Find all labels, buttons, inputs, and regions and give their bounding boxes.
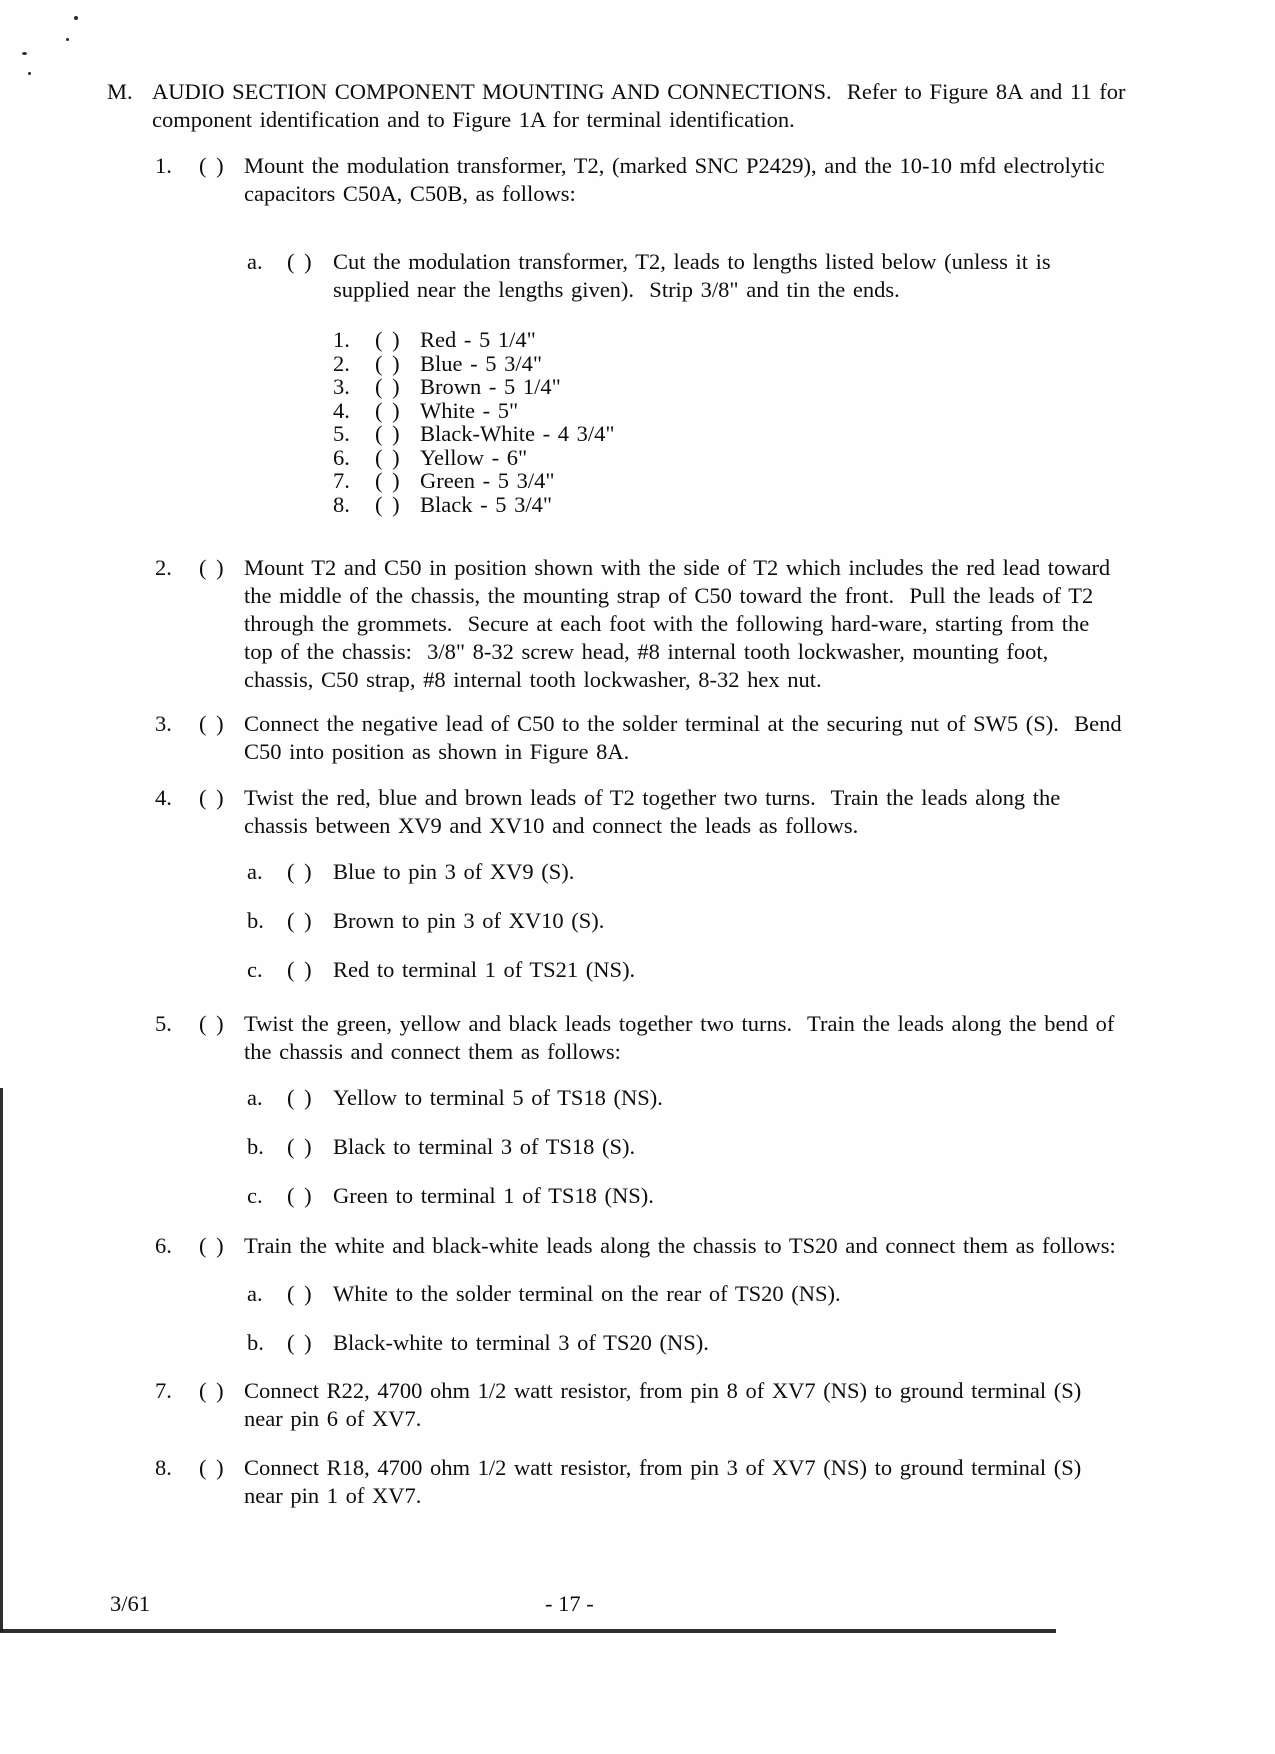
checkbox-printed: ( ) bbox=[287, 908, 314, 933]
section-heading bbox=[107, 78, 1275, 134]
step-6 bbox=[155, 1232, 1275, 1260]
wire-item-text: Yellow - 6" bbox=[420, 444, 528, 470]
substep-text: White to the solder terminal on the rear of TS20 (NS). bbox=[333, 1281, 841, 1306]
checkbox-printed: ( ) bbox=[199, 153, 226, 178]
checkbox-printed: ( ) bbox=[287, 249, 314, 274]
checkbox-printed: ( ) bbox=[287, 1281, 314, 1306]
step-number: 3. bbox=[155, 711, 172, 736]
substep-text: Green to terminal 1 of TS18 (NS). bbox=[333, 1183, 654, 1208]
substep-letter: b. bbox=[247, 908, 264, 933]
checkbox-printed: ( ) bbox=[375, 421, 402, 446]
step-2 bbox=[155, 554, 1275, 694]
wire-item-text: Green - 5 3/4" bbox=[420, 468, 555, 493]
checkbox-printed: ( ) bbox=[375, 397, 402, 423]
checkbox-printed: ( ) bbox=[375, 491, 402, 517]
step-number: 1. bbox=[155, 153, 172, 178]
substep-4a bbox=[247, 858, 1275, 886]
wire-list-item bbox=[333, 469, 1275, 493]
instruction-steps bbox=[155, 152, 1275, 1510]
wire-list-item bbox=[333, 352, 1275, 376]
substep-5b bbox=[247, 1133, 1275, 1161]
checkbox-printed: ( ) bbox=[287, 1330, 314, 1355]
section-title: AUDIO SECTION COMPONENT MOUNTING AND CONNECTIONS. Refer to Figure 8A and 11 for component identification and to Figure 1A for terminal identification. bbox=[152, 79, 1134, 132]
checkbox-printed: ( ) bbox=[199, 1378, 226, 1403]
step-number: 4. bbox=[155, 785, 172, 810]
wire-item-number: 1. bbox=[333, 327, 350, 352]
substep-letter: b. bbox=[247, 1330, 264, 1355]
step-3 bbox=[155, 710, 1275, 766]
scan-speck bbox=[74, 16, 78, 20]
substep-6b bbox=[247, 1329, 1275, 1357]
step-text: Twist the green, yellow and black leads together two turns. Train the leads along the bend of the chassis and connect them as follows: bbox=[244, 1011, 1122, 1064]
wire-item-number: 4. bbox=[333, 397, 350, 423]
step-8 bbox=[155, 1454, 1275, 1510]
wire-item-text: Black-White - 4 3/4" bbox=[420, 421, 615, 446]
wire-item-number: 5. bbox=[333, 421, 350, 446]
substep-text: Yellow to terminal 5 of TS18 (NS). bbox=[333, 1085, 663, 1110]
substep-letter: c. bbox=[247, 957, 263, 982]
step-text: Connect R18, 4700 ohm 1/2 watt resistor, from pin 3 of XV7 (NS) to ground terminal (S) near pin 1 of XV7. bbox=[244, 1455, 1089, 1508]
checkbox-printed: ( ) bbox=[287, 1085, 314, 1110]
step-text: Connect the negative lead of C50 to the solder terminal at the securing nut of SW5 (S). Bend C50 into position as shown in Figure 8A. bbox=[244, 711, 1130, 764]
checkbox-printed: ( ) bbox=[199, 1011, 226, 1036]
wire-list-item bbox=[333, 375, 1275, 399]
step-number: 6. bbox=[155, 1233, 172, 1258]
substep-text: Black-white to terminal 3 of TS20 (NS). bbox=[333, 1330, 709, 1355]
checkbox-printed: ( ) bbox=[199, 711, 226, 736]
checkbox-printed: ( ) bbox=[199, 555, 226, 580]
scan-artifact-horizontal-line bbox=[0, 1629, 1056, 1633]
step-number: 8. bbox=[155, 1455, 172, 1480]
wire-length-list bbox=[333, 328, 1275, 516]
checkbox-printed: ( ) bbox=[287, 859, 314, 884]
substep-4c bbox=[247, 956, 1275, 984]
checkbox-printed: ( ) bbox=[199, 1233, 226, 1258]
wire-item-number: 8. bbox=[333, 491, 350, 517]
checkbox-printed: ( ) bbox=[375, 444, 402, 470]
wire-list-item bbox=[333, 493, 1275, 517]
footer-date: 3/61 bbox=[110, 1591, 151, 1616]
step-number: 2. bbox=[155, 555, 172, 580]
wire-item-number: 7. bbox=[333, 468, 350, 493]
step-7 bbox=[155, 1377, 1275, 1433]
step-number: 7. bbox=[155, 1378, 172, 1403]
substep-text: Brown to pin 3 of XV10 (S). bbox=[333, 908, 605, 933]
footer-page-number: - 17 - bbox=[545, 1591, 594, 1616]
checkbox-printed: ( ) bbox=[287, 1134, 314, 1159]
scan-artifact-vertical-line bbox=[0, 1088, 3, 1632]
wire-item-text: White - 5" bbox=[420, 397, 519, 423]
checkbox-printed: ( ) bbox=[375, 468, 402, 493]
substep-text: Red to terminal 1 of TS21 (NS). bbox=[333, 957, 636, 982]
substep-text: Blue to pin 3 of XV9 (S). bbox=[333, 859, 575, 884]
wire-list-item bbox=[333, 422, 1275, 446]
scan-speck bbox=[22, 52, 27, 55]
wire-item-number: 2. bbox=[333, 350, 350, 376]
wire-item-number: 6. bbox=[333, 444, 350, 470]
substep-letter: a. bbox=[247, 1281, 263, 1306]
substep-text: Black to terminal 3 of TS18 (S). bbox=[333, 1134, 636, 1159]
wire-item-number: 3. bbox=[333, 374, 350, 399]
checkbox-printed: ( ) bbox=[199, 1455, 226, 1480]
substep-letter: a. bbox=[247, 1085, 263, 1110]
wire-item-text: Blue - 5 3/4" bbox=[420, 350, 543, 376]
scan-speck bbox=[66, 38, 69, 41]
checkbox-printed: ( ) bbox=[199, 785, 226, 810]
wire-item-text: Black - 5 3/4" bbox=[420, 491, 553, 517]
substep-letter: a. bbox=[247, 249, 263, 274]
step-text: Twist the red, blue and brown leads of T2 together two turns. Train the leads along the chassis between XV9 and XV10 and connect the leads as follows. bbox=[244, 785, 1068, 838]
wire-item-text: Brown - 5 1/4" bbox=[420, 374, 561, 399]
substep-text: Cut the modulation transformer, T2, leads to lengths listed below (unless it is supplied near the lengths given). Strip 3/8" and tin the ends. bbox=[333, 249, 1059, 302]
step-text: Train the white and black-white leads along the chassis to TS20 and connect them as follows: bbox=[244, 1233, 1116, 1258]
wire-list-item bbox=[333, 446, 1275, 470]
checkbox-printed: ( ) bbox=[287, 1183, 314, 1208]
substep-4b bbox=[247, 907, 1275, 935]
step-5 bbox=[155, 1010, 1275, 1066]
section-letter: M. bbox=[107, 79, 133, 104]
step-4 bbox=[155, 784, 1275, 840]
step-text: Mount T2 and C50 in position shown with the side of T2 which includes the red lead toward the middle of the chassis, the mounting strap of C50 toward the front. Pull the leads of T2 through the grommets. Secure at each foot with the following hard-ware, starting from the top of the chassis: 3/8" 8-32 screw head, #8 internal tooth lockwasher, mounting foot, chassis, C50 strap, #8 internal tooth lockwasher, 8-32 hex nut. bbox=[244, 555, 1118, 692]
step-text: Mount the modulation transformer, T2, (marked SNC P2429), and the 10-10 mfd electrolytic capacitors C50A, C50B, as follows: bbox=[244, 153, 1113, 206]
checkbox-printed: ( ) bbox=[287, 957, 314, 982]
checkbox-printed: ( ) bbox=[375, 350, 402, 376]
substep-5a bbox=[247, 1084, 1275, 1112]
substep-1a bbox=[247, 248, 1275, 304]
substep-5c bbox=[247, 1182, 1275, 1210]
step-number: 5. bbox=[155, 1011, 172, 1036]
substep-letter: c. bbox=[247, 1183, 263, 1208]
checkbox-printed: ( ) bbox=[375, 327, 402, 352]
wire-item-text: Red - 5 1/4" bbox=[420, 327, 536, 352]
checkbox-printed: ( ) bbox=[375, 374, 402, 399]
step-1 bbox=[155, 152, 1275, 208]
substep-letter: b. bbox=[247, 1134, 264, 1159]
substep-letter: a. bbox=[247, 859, 263, 884]
step-text: Connect R22, 4700 ohm 1/2 watt resistor, from pin 8 of XV7 (NS) to ground terminal (S) near pin 6 of XV7. bbox=[244, 1378, 1089, 1431]
substep-6a bbox=[247, 1280, 1275, 1308]
wire-list-item bbox=[333, 399, 1275, 423]
scan-speck bbox=[28, 72, 31, 75]
wire-list-item bbox=[333, 328, 1275, 352]
